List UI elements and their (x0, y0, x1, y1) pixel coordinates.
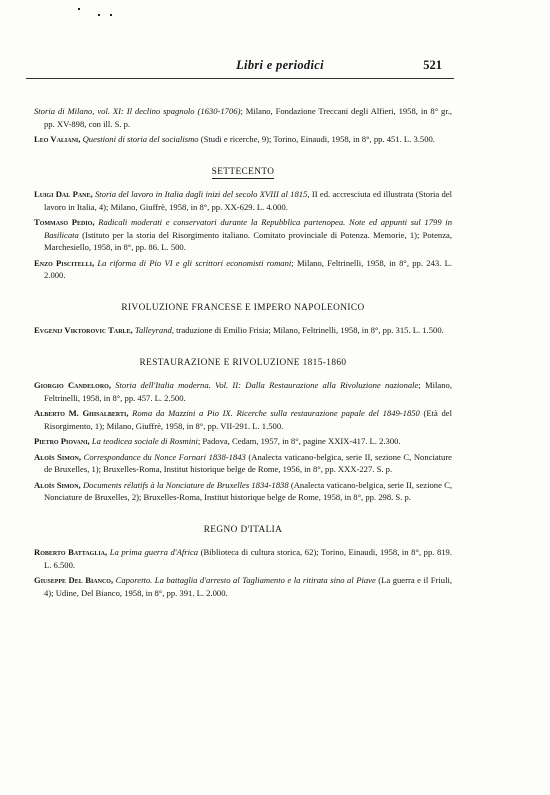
entry-details: (Analecta vaticano-belgica, serie II, sezione C, Nonciature de Bruxelles, 1); Bruxelles-Roma, Institut historique belge de Rome, 1956, in 8°, pp. XXX-227. S. p. (44, 451, 453, 474)
entry-title: La teodicea sociale di Rosmini (91, 436, 198, 446)
header-rule (26, 78, 454, 79)
entry-author: Luigi Dal Pane, (34, 189, 93, 199)
entry-title: Caporetto. La battaglia d'arresto al Tagliamento e la ritirata sino al Piave (115, 575, 376, 585)
bibliography-entry (34, 257, 452, 282)
entry-title: La prima guerra d'Africa (109, 547, 199, 557)
entry-title: Storia del lavoro in Italia dagli inizi del secolo XVIII al 1815 (94, 189, 308, 199)
entry-details: (Studi e ricerche, 9); Torino, Einaudi, 1958, in 8°, pp. 451. L. 3.500. (198, 134, 435, 144)
bibliography-entry (34, 407, 452, 432)
section-heading-text: SETTECENTO (211, 166, 275, 177)
bibliography-entry (34, 216, 452, 254)
section-heading: REGNO D'ITALIA (203, 524, 283, 535)
entry-author: Roberto Battaglia, (34, 547, 108, 557)
running-head: Libri e periodici (236, 58, 324, 72)
entry-title: Storia di Milano, vol. XI: Il declino spagnolo (1630-1706) (34, 106, 241, 116)
entry-title: Questioni di storia del socialismo (82, 134, 199, 144)
entry-details: ; Milano, Fondazione Treccani degli Alfieri, 1958, in 8° gr., pp. XV-898, con ill. S. p. (44, 106, 452, 129)
entry-author: Evgenij Viktorovic Tarle, (34, 325, 133, 335)
section-heading: RESTAURAZIONE E RIVOLUZIONE 1815-1860 (139, 357, 347, 368)
section-heading (34, 166, 452, 179)
section (34, 105, 452, 146)
scan-speck (98, 14, 100, 16)
entry-details: ; Padova, Cedam, 1957, in 8°, pagine XXIX-417. L. 2.300. (197, 436, 401, 446)
bibliography-entry (34, 451, 452, 476)
entry-details: (Analecta vaticano-belgica, serie II, sezione C, Nonciature de Bruxelles, 2); Bruxelles-Roma, Institut historique belge de Rome, 1958, in 8°, pp. 298. S. p. (44, 479, 453, 502)
bibliography-entry (34, 188, 452, 213)
scan-speck (78, 8, 80, 10)
bibliography-entry (34, 479, 452, 504)
page-number: 521 (423, 58, 442, 72)
entry-details: (La guerra e il Friuli, 4); Udine, Del Bianco, 1958, in 8°, pp. 391. L. 2.000. (44, 575, 452, 598)
entry-title: Correspondance du Nonce Fornari 1838-1843 (83, 451, 246, 462)
section-heading: RIVOLUZIONE FRANCESE E IMPERO NAPOLEONICO (121, 302, 365, 313)
section (34, 357, 452, 504)
entry-author: Tommaso Pedio, (34, 217, 95, 227)
bibliography-entry (34, 574, 452, 599)
entry-author: Pietro Piovani, (34, 436, 90, 446)
entry-author: Alberto M. Ghisalberti, (34, 408, 129, 418)
entry-author: Giorgio Candeloro, (34, 380, 111, 390)
section (34, 524, 452, 600)
entry-author: Enzo Piscitelli, (34, 257, 95, 268)
entry-author: Giuseppe Del Bianco, (34, 575, 114, 585)
entry-title: Talleyrand (134, 325, 172, 335)
entry-details: ; Milano, Feltrinelli, 1958, in 8°, pp. 457. L. 2.500. (44, 380, 452, 403)
entry-author: Aloïs Simon, (34, 479, 81, 490)
entry-details: (Biblioteca di cultura storica, 62); Torino, Einaudi, 1958, in 8°, pp. 819. L. 6.500. (44, 547, 453, 570)
entry-details: (Età del Risorgimento, 1); Milano, Giuffrè, 1958, in 8°, pp. VII-291. L. 1.500. (44, 408, 453, 431)
entry-details: (Istituto per la storia del Risorgimento italiano. Comitato provinciale di Potenza. Memorie, 1); Potenza, Marchesiello, 1958, in 8°, pp. 86. L. 500. (44, 229, 452, 252)
bibliography-entry (34, 133, 452, 146)
scan-speck (110, 14, 112, 16)
entry-details: , traduzione di Emilio Frisia; Milano, Feltrinelli, 1958, in 8°, pp. 315. L. 1.500. (171, 325, 444, 335)
entry-title: Radicali moderati e conservatori durante la Repubblica partenopea. Note ed appunti sul 1799 in Basilicata (44, 217, 452, 240)
entry-title: Roma da Mazzini a Pio IX. Ricerche sulla restaurazione papale del 1849-1850 (132, 408, 420, 418)
bibliography-entry (34, 379, 452, 404)
entry-title: Storia dell'Italia moderna. Vol. II: Dalla Restaurazione alla Rivoluzione nazionale (115, 380, 419, 390)
entry-author: Leo Valiani, (34, 134, 81, 144)
bibliography-entry (34, 546, 452, 571)
section (34, 166, 452, 282)
bibliography-list (34, 105, 452, 602)
entry-title: Documents rélatifs à la Nonciature de Bruxelles 1834-1838 (82, 479, 289, 490)
entry-details: ; Milano, Feltrinelli, 1958, in 8°, pp. 243. L. 2.000. (44, 257, 452, 280)
entry-details: , II ed. accresciuta ed illustrata (Storia del lavoro in Italia, 4); Milano, Giuffrè, 1958, in 8°, pp. XX-629. L. 4.000. (44, 189, 452, 212)
entry-author: Aloïs Simon, (34, 451, 82, 462)
bibliography-entry (34, 435, 452, 448)
bibliography-entry (34, 105, 452, 130)
section (34, 302, 452, 337)
bibliography-entry (34, 324, 452, 337)
entry-title: La riforma di Pio VI e gli scrittori economisti romani (97, 257, 292, 268)
